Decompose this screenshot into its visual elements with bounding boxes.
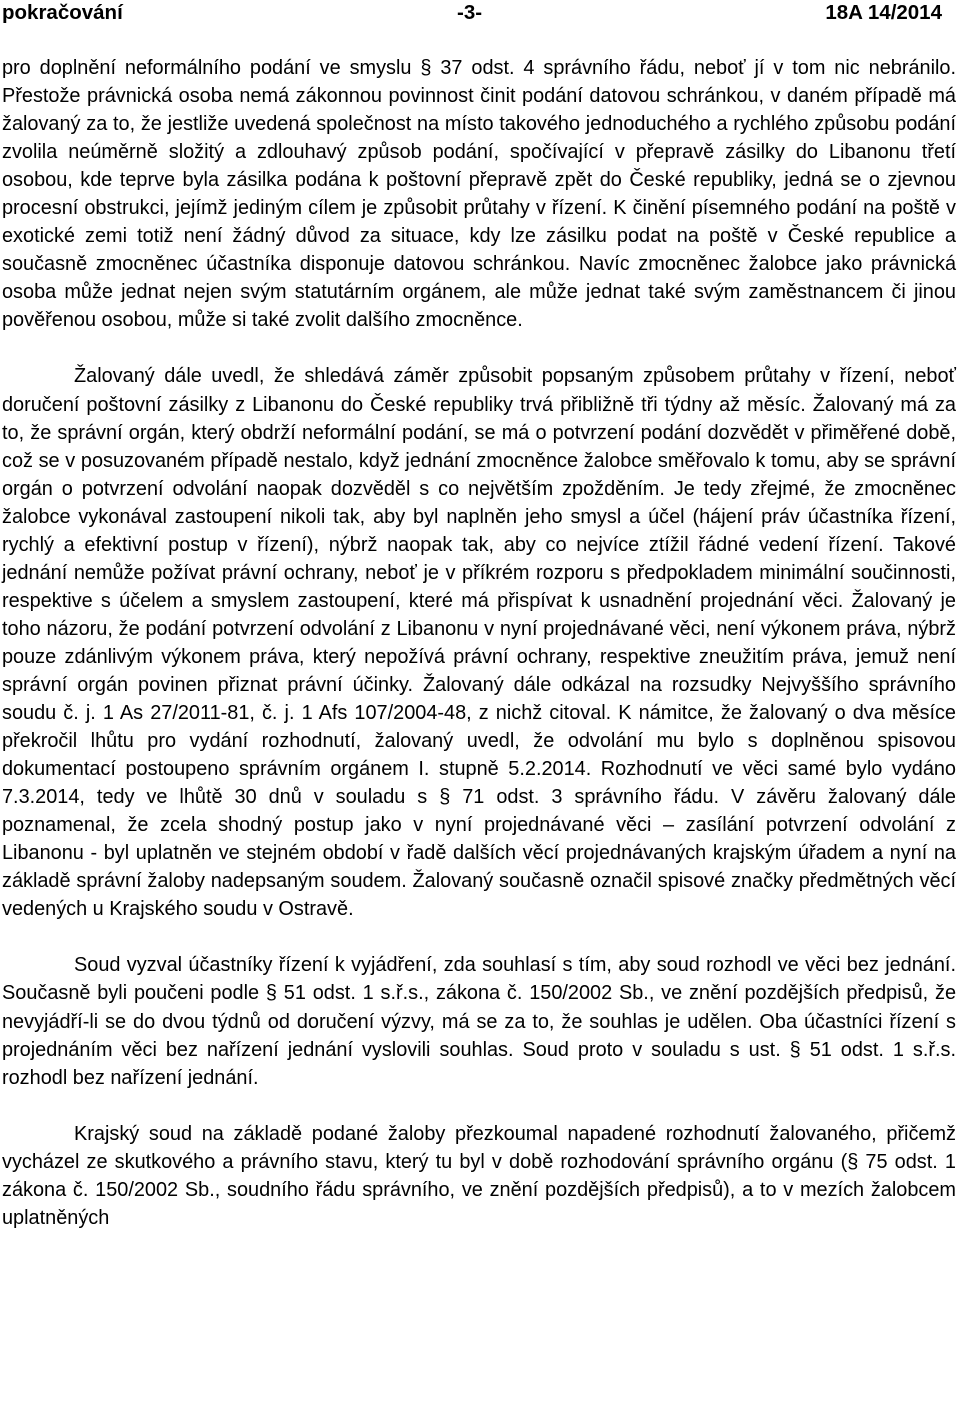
page-header [2,0,956,28]
paragraph-4: Krajský soud na základě podané žaloby přezkoumal napadené rozhodnutí žalovaného, přičemž vycházel ze skutkového a právního stavu, který tu byl v době rozhodování správního orgánu (§ 75 odst. 1 zákona č. 150/2002 Sb., soudního řádu správního, ve znění pozdějších předpisů), a to v mezích žalobcem uplatněných [2,1122,956,1229]
paragraph-2: Žalovaný dále uvedl, že shledává záměr způsobit popsaným způsobem průtahy v řízení, neboť doručení poštovní zásilky z Libanonu do České republiky trvá přibližně tři týdny až měsíc. Žalovaný má za to, že správní orgán, který obdrží neformální podání, se má o potvrzení podání dozvědět v přiměřené době, což se v posuzovaném případě nestalo, když jednání zmocněnce žalobce směřovalo k tomu, aby se správní orgán o potvrzení odvolání naopak dozvěděl s co největším zpožděním. Je tedy zřejmé, že zmocněnec žalobce vykonával zastoupení nikoli tak, aby byl naplněn jeho smysl a účel (hájení práv účastníka řízení, rychlý a efektivní postup v řízení), nýbrž naopak tak, aby co nejvíce ztížil řádné vedení řízení. Takové jednání nemůže požívat právní ochrany, neboť je v příkrém rozporu s předpokladem minimální součinnosti, respektive s účelem a smyslem zastoupení, které má přispívat k usnadnění projednání věci. Žalovaný je toho názoru, že podání potvrzení odvolání z Libanonu v nyní projednávané věci, není výkonem práva, nýbrž pouze zdánlivým výkonem práva, který nepožívá právní ochrany, respektive zneužitím práva, jemuž není správní orgán povinen přiznat právní účinky. Žalovaný dále odkázal na rozsudky Nejvyššího správního soudu č. j. 1 As 27/2011-81, č. j. 1 Afs 107/2004-48, z nichž citoval. K námitce, že žalovaný o dva měsíce překročil lhůtu pro vydání rozhodnutí, žalovaný uvedl, že odvolání mu bylo s doplněnou spisovou dokumentací postoupeno správním orgánem I. stupně 5.2.2014. Rozhodnutí ve věci samé bylo vydáno 7.3.2014, tedy ve lhůtě 30 dnů v souladu s § 71 odst. 3 správního řádu. V závěru žalovaný dále poznamenal, že zcela shodný postup jako v nyní projednávané věci – zasílání potvrzení odvolání z Libanonu - byl uplatněn ve stejném období v řadě dalších věcí projednávaných krajským úřadem a nyní na základě správní žaloby nadepsaným soudem. Žalovaný současně označil spisové značky předmětných věcí vedených u Krajského soudu v Ostravě. [2,365,956,921]
page-number: -3- [457,1,483,24]
document-body [2,54,956,1232]
case-number: 18A 14/2014 [825,1,942,24]
paragraph-3: Soud vyzval účastníky řízení k vyjádření, zda souhlasí s tím, aby soud rozhodl ve věci bez jednání. Současně byli poučeni podle § 51 odst. 1 s.ř.s., zákona č. 150/2002 Sb., ve znění pozdějších předpisů, že nevyjádří-li se do dvou týdnů od doručení výzvy, má se za to, že souhlas je udělen. Oba účastníci řízení s projednáním věci bez nařízení jednání vyslovili souhlas. Soud proto v souladu s ust. § 51 odst. 1 s.ř.s. rozhodl bez nařízení jednání. [2,954,956,1089]
header-continuation-label: pokračování [2,1,123,24]
paragraph-1: pro doplnění neformálního podání ve smyslu § 37 odst. 4 správního řádu, neboť jí v tom nic nebránilo. Přestože právnická osoba nemá zákonnou povinnost činit podání datovou schránkou, v daném případě má žalovaný za to, že jestliže uvedená společnost na místo takového jednoduchého a rychlého způsobu podání zvolila neúměrně složitý a zdlouhavý způsob podání, spočívající v přepravě zásilky do Libanonu třetí osobou, kde teprve byla zásilka podána k poštovní přepravě zpět do České republiky, jedná se o zjevnou procesní obstrukci, jejímž jediným cílem je způsobit průtahy v řízení. K činění písemného podání na poště v exotické zemi totiž není žádný důvod za situace, kdy lze zásilku podat na poště v České republice a současně zmocněnec účastníka disponuje datovou schránkou. Navíc zmocněnec žalobce jako právnická osoba může jednat nejen svým statutárním orgánem, ale může jednat také svým zaměstnancem či jinou pověřenou osobou, může si také zvolit dalšího zmocněnce. [2,57,956,332]
